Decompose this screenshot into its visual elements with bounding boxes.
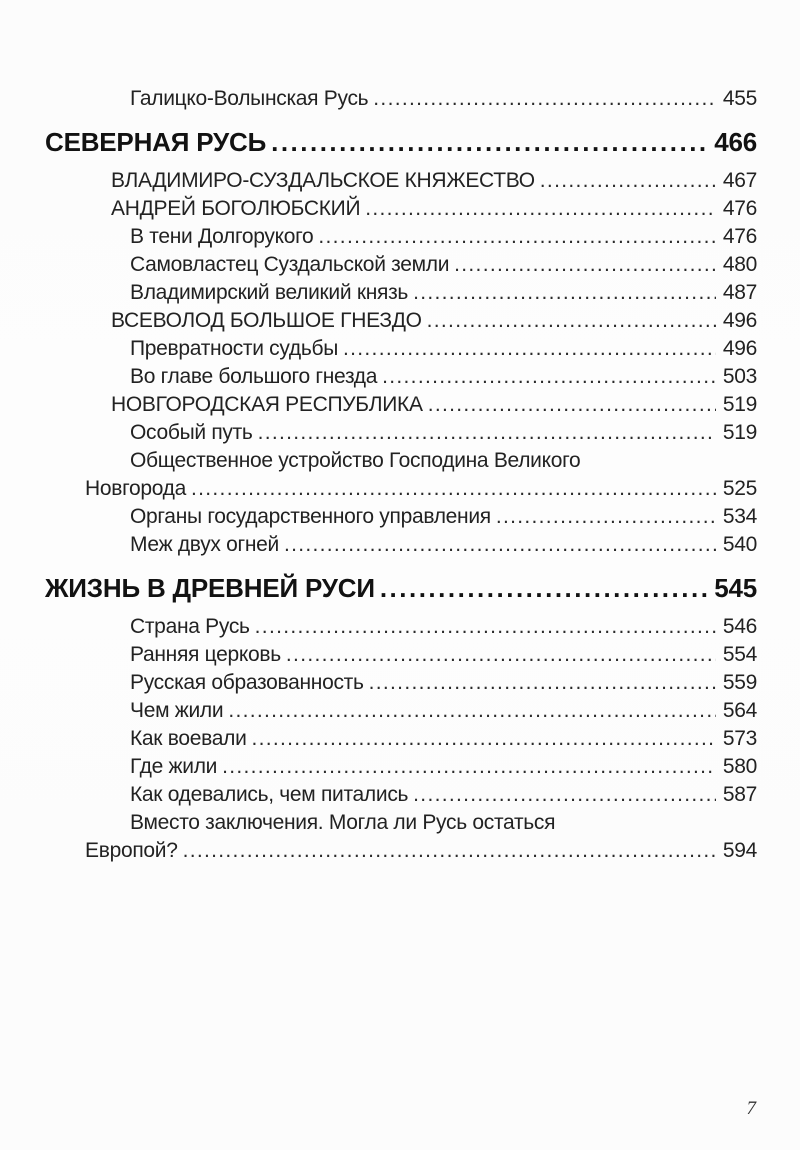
toc-entry	[45, 837, 757, 865]
toc-dot-leader	[284, 531, 716, 559]
toc-entry-page: 594	[722, 839, 757, 862]
toc-entry-page: 534	[722, 505, 757, 528]
toc-entry-label: Русская образованность	[130, 671, 364, 694]
toc-entry	[45, 335, 757, 363]
toc-entry-label: Органы государственного управления	[130, 505, 491, 528]
toc-entry	[45, 167, 757, 195]
toc-entry	[45, 391, 757, 419]
toc-dot-leader	[252, 725, 716, 753]
toc-entry-label-continued: Европой?	[85, 839, 178, 862]
toc-entry-page: 496	[722, 337, 757, 360]
toc-entry-page: 580	[722, 755, 757, 778]
toc-entry-page: 525	[722, 477, 757, 500]
toc-dot-leader	[413, 781, 716, 809]
toc-entry-label: Меж двух огней	[130, 533, 279, 556]
toc-dot-leader	[413, 279, 716, 307]
toc-entry	[45, 809, 757, 837]
toc-entry-page: 476	[722, 197, 757, 220]
toc-dot-leader	[343, 335, 716, 363]
toc-entry-label: Владимирский великий князь	[130, 281, 409, 304]
toc-entry-page: 466	[714, 127, 757, 157]
footer-page-number: 7	[746, 1098, 756, 1119]
toc-entry-label: Самовластец Суздальской земли	[130, 253, 450, 276]
toc-entry-label: Чем жили	[130, 699, 224, 722]
toc-entry-label: Страна Русь	[130, 615, 250, 638]
toc-entry-label-continued: Новгорода	[85, 477, 187, 500]
toc-dot-leader	[380, 571, 707, 605]
toc-entry	[45, 475, 757, 503]
toc-dot-leader	[222, 753, 716, 781]
toc-entry	[45, 781, 757, 809]
toc-entry	[45, 363, 757, 391]
toc-entry-page: 519	[722, 393, 757, 416]
toc-dot-leader	[428, 391, 716, 419]
toc-dot-leader	[365, 195, 716, 223]
toc-entry	[45, 531, 757, 559]
toc-entry	[45, 419, 757, 447]
toc-entry-page: 503	[722, 365, 757, 388]
toc-dot-leader	[258, 419, 716, 447]
toc-entry	[45, 195, 757, 223]
toc-entry-page: 573	[722, 727, 757, 750]
table-of-contents	[0, 85, 800, 865]
toc-dot-leader	[228, 697, 716, 725]
toc-entry	[45, 503, 757, 531]
toc-entry	[45, 279, 757, 307]
toc-entry-label: Где жили	[130, 755, 218, 778]
toc-entry-label: Превратности судьбы	[130, 337, 339, 360]
toc-dot-leader	[373, 85, 716, 113]
toc-entry-page: 496	[722, 309, 757, 332]
toc-entry-label: Особый путь	[130, 421, 253, 444]
toc-entry-page: 545	[714, 573, 757, 603]
toc-entry-page: 476	[722, 225, 757, 248]
toc-dot-leader	[286, 641, 716, 669]
toc-entry	[45, 125, 757, 159]
toc-dot-leader	[183, 837, 716, 865]
toc-entry-label: СЕВЕРНАЯ РУСЬ	[45, 127, 267, 157]
toc-entry-page: 564	[722, 699, 757, 722]
toc-entry-page: 546	[722, 615, 757, 638]
toc-entry-label: ВЛАДИМИРО-СУЗДАЛЬСКОЕ КНЯЖЕСТВО	[111, 169, 535, 192]
toc-entry	[45, 697, 757, 725]
toc-entry-label: НОВГОРОДСКАЯ РЕСПУБЛИКА	[111, 393, 423, 416]
toc-entry-page: 559	[722, 671, 757, 694]
toc-entry-label: Как воевали	[130, 727, 247, 750]
toc-dot-leader	[382, 363, 716, 391]
toc-entry-label: ЖИЗНЬ В ДРЕВНЕЙ РУСИ	[45, 573, 375, 603]
toc-entry-label: Как одевались, чем питались	[130, 783, 409, 806]
toc-entry	[45, 753, 757, 781]
toc-entry	[45, 571, 757, 605]
toc-entry-page: 467	[722, 169, 757, 192]
toc-dot-leader	[540, 167, 716, 195]
toc-entry	[45, 641, 757, 669]
toc-entry-page: 519	[722, 421, 757, 444]
toc-dot-leader	[427, 307, 716, 335]
toc-entry	[45, 223, 757, 251]
toc-entry	[45, 669, 757, 697]
toc-entry-page: 540	[722, 533, 757, 556]
toc-entry-label: Ранняя церковь	[130, 643, 281, 666]
toc-entry	[45, 447, 757, 475]
toc-dot-leader	[191, 475, 716, 503]
toc-entry	[45, 613, 757, 641]
toc-dot-leader	[454, 251, 716, 279]
toc-entry	[45, 725, 757, 753]
toc-dot-leader	[255, 613, 716, 641]
toc-entry-label: Вместо заключения. Могла ли Русь остаться	[130, 811, 556, 834]
toc-entry	[45, 251, 757, 279]
toc-dot-leader	[496, 503, 716, 531]
toc-entry	[45, 85, 757, 113]
toc-entry-label: В тени Долгорукого	[130, 225, 314, 248]
toc-dot-leader	[369, 669, 716, 697]
toc-entry-page: 455	[722, 87, 757, 110]
toc-entry-label: Общественное устройство Господина Великого	[130, 449, 581, 472]
toc-entry-page: 554	[722, 643, 757, 666]
toc-entry-label: ВСЕВОЛОД БОЛЬШОЕ ГНЕЗДО	[111, 309, 422, 332]
toc-entry-page: 480	[722, 253, 757, 276]
toc-entry-label: Галицко-Волынская Русь	[130, 87, 369, 110]
toc-dot-leader	[271, 125, 707, 159]
toc-entry-page: 487	[722, 281, 757, 304]
toc-entry-label: АНДРЕЙ БОГОЛЮБСКИЙ	[111, 197, 361, 220]
toc-entry	[45, 307, 757, 335]
toc-entry-label: Во главе большого гнезда	[130, 365, 378, 388]
toc-dot-leader	[318, 223, 715, 251]
toc-entry-page: 587	[722, 783, 757, 806]
